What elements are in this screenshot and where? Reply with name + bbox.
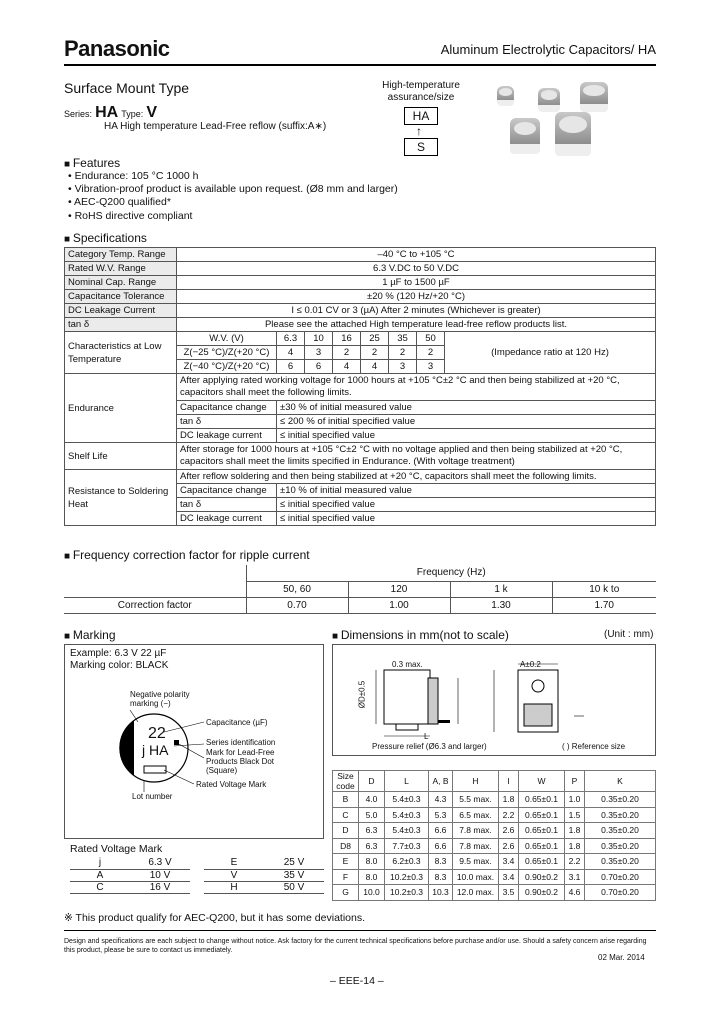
table-cell: 5.4±0.3 [385, 807, 429, 823]
table-row [333, 792, 656, 808]
table-cell: 5.5 max. [453, 792, 499, 808]
feature-item: • Endurance: 105 °C 1000 h [68, 170, 398, 183]
features-title: ■ Features [64, 156, 120, 170]
table-cell: 0.35±0.20 [585, 807, 656, 823]
date: 02 Mar. 2014 [598, 953, 645, 962]
l-label: L [424, 732, 429, 741]
assurance-box-ha: HA [404, 107, 438, 125]
table-cell: 6.2±0.3 [385, 854, 429, 870]
callout-voltage: Rated Voltage Mark [196, 780, 267, 789]
table-row: Characteristics at Low Temperature W.V. (V) 6.3 10 16 25 35 50 (Impedance ratio at 120 Hz) [65, 332, 656, 346]
series-line: Series: HA Type: V [64, 104, 157, 121]
table-row: Resistance to Soldering Heat After reflow soldering and then being stabilized at +20 °C, capacitors shall meet the following limits. [65, 470, 656, 484]
table-row: tan δ Please see the attached High temperature lead-free reflow products list. [65, 318, 656, 332]
table-cell: 6.6 [429, 838, 453, 854]
table-cell: 2.6 [499, 838, 519, 854]
table-cell: 1.0 [565, 792, 585, 808]
table-row: DC leakage current ≤ initial specified value [65, 512, 656, 526]
table-cell: 0.70±0.20 [585, 869, 656, 885]
dimensions-title: ■ Dimensions in mm(not to scale) [332, 628, 509, 642]
disclaimer: Design and specifications are each subject to change without notice. Ask factory for the current technical specifications before purchase and/or use. Should a safety concern arise regarding this product, please be sure to contact us immediately. [64, 938, 647, 954]
table-cell: 3.4 [499, 869, 519, 885]
table-cell: 3.4 [499, 854, 519, 870]
specifications-table [64, 247, 656, 526]
specifications-title: ■ Specifications [64, 231, 147, 245]
table-cell: 10.2±0.3 [385, 869, 429, 885]
table-cell: 1.8 [499, 792, 519, 808]
table-row [333, 838, 656, 854]
series-subline: HA High temperature Lead-Free reflow (suffix:A∗) [104, 121, 327, 132]
table-cell: 12.0 max. [453, 885, 499, 901]
table-cell: 5.4±0.3 [385, 792, 429, 808]
max-label: 0.3 max. [392, 660, 423, 669]
table-row: Capacitance change ±30 % of initial measured value [65, 401, 656, 415]
frequency-title: ■ Frequency correction factor for ripple current [64, 548, 310, 562]
callout-negative: Negative polarity marking (−) [130, 690, 190, 708]
table-cell: 0.70±0.20 [585, 885, 656, 901]
table-cell: 7.8 max. [453, 838, 499, 854]
feature-item: • AEC-Q200 qualified* [68, 196, 398, 209]
table-row [333, 885, 656, 901]
callout-lot: Lot number [132, 792, 173, 801]
table-cell: 8.3 [429, 854, 453, 870]
table-cell: 0.35±0.20 [585, 838, 656, 854]
capacitor-photo-small [497, 86, 514, 106]
table-row: Nominal Cap. Range 1 µF to 1500 µF [65, 276, 656, 290]
table-row: Frequency (Hz) [64, 565, 656, 581]
table-cell: 0.65±0.1 [519, 854, 565, 870]
table-cell: 0.35±0.20 [585, 792, 656, 808]
features-list [68, 170, 398, 223]
table-cell: 10.3 [429, 885, 453, 901]
table-row: A 10 V V 35 V [70, 869, 324, 881]
table-cell: D [333, 823, 359, 839]
rated-voltage-table [70, 857, 324, 894]
capacitor-photo-xl [510, 118, 540, 154]
assurance-label: High-temperature assurance/size [382, 80, 460, 103]
table-cell: F [333, 869, 359, 885]
pressure-relief-label: Pressure relief (Ø6.3 and larger) [372, 742, 487, 751]
rvm-title: Rated Voltage Mark [70, 843, 163, 855]
capacitor-photo-large [580, 82, 608, 112]
table-cell: 0.65±0.1 [519, 838, 565, 854]
table-cell: 5.0 [359, 807, 385, 823]
table-row [333, 869, 656, 885]
table-row: j 6.3 V E 25 V [70, 857, 324, 869]
table-cell: 2.2 [565, 854, 585, 870]
table-row: Rated W.V. Range 6.3 V.DC to 50 V.DC [65, 262, 656, 276]
dimensions-table [332, 770, 656, 901]
table-cell: 0.90±0.2 [519, 885, 565, 901]
table-row: DC Leakage Current I ≤ 0.01 CV or 3 (µA) After 2 minutes (Whichever is greater) [65, 304, 656, 318]
table-row: Z(−25 °C)/Z(+20 °C) 4 3 2 2 2 2 [65, 346, 656, 360]
frequency-table [64, 565, 656, 614]
table-cell: 1.8 [565, 823, 585, 839]
ac-label: A±0.2 [520, 660, 541, 669]
table-cell: 0.35±0.20 [585, 823, 656, 839]
document-title: Aluminum Electrolytic Capacitors/ HA [440, 42, 656, 57]
table-cell: 1.8 [565, 838, 585, 854]
table-row: Size code D L A, B H I W P K [333, 771, 656, 792]
brand-logo: Panasonic [64, 36, 170, 61]
table-cell: 3.1 [565, 869, 585, 885]
marking-example: Example: 6.3 V 22 µF [70, 648, 167, 659]
table-cell: C [333, 807, 359, 823]
unit-label: (Unit : mm) [604, 629, 654, 640]
table-row: tan δ ≤ 200 % of initial specified value [65, 415, 656, 429]
header-rule [64, 64, 656, 66]
table-cell: 0.65±0.1 [519, 807, 565, 823]
table-row [333, 807, 656, 823]
table-cell: 8.0 [359, 869, 385, 885]
table-cell: 2.6 [499, 823, 519, 839]
table-row: DC leakage current ≤ initial specified value [65, 429, 656, 443]
up-arrow-icon: ↑ [416, 124, 422, 138]
table-row: Endurance After applying rated working voltage for 1000 hours at +105 °C±2 °C and then being stabilized at +20 °C, capacitors shall meet the following limits. [65, 374, 656, 401]
callout-capacitance: Capacitance (µF) [206, 718, 268, 727]
callout-series: Series identification [206, 738, 276, 747]
table-row: Capacitance change ±10 % of initial measured value [65, 484, 656, 498]
table-cell: 7.7±0.3 [385, 838, 429, 854]
table-cell: 0.65±0.1 [519, 823, 565, 839]
table-cell: E [333, 854, 359, 870]
table-cell: B [333, 792, 359, 808]
capacitor-photo-medium [538, 88, 560, 112]
series-mark: j HA [142, 742, 169, 758]
table-cell: 8.0 [359, 854, 385, 870]
table-row: Z(−40 °C)/Z(+20 °C) 6 6 4 4 3 3 [65, 360, 656, 374]
type-line: Surface Mount Type [64, 80, 190, 96]
table-cell: 4.3 [429, 792, 453, 808]
footnote: ※ This product qualify for AEC-Q200, but it has some deviations. [64, 912, 366, 924]
feature-item: • Vibration-proof product is available upon request. (Ø8 mm and larger) [68, 183, 398, 196]
table-row [333, 854, 656, 870]
table-cell: 6.5 max. [453, 807, 499, 823]
capacitor-body-side [384, 670, 430, 724]
callout-lead-free: Mark for Lead-Free Products Black Dot (Square) [206, 748, 275, 775]
table-cell: 8.3 [429, 869, 453, 885]
table-row [333, 823, 656, 839]
capacitor-photo-xxl [555, 112, 591, 156]
footer-rule [64, 930, 656, 931]
table-cell: 6.3 [359, 838, 385, 854]
page-number: – EEE-14 – [330, 975, 384, 987]
table-cell: 2.2 [499, 807, 519, 823]
table-cell: 6.6 [429, 823, 453, 839]
assurance-box-s: S [404, 138, 438, 156]
marking-title: ■ Marking [64, 628, 116, 642]
reference-size-label: ( ) Reference size [562, 742, 626, 751]
table-cell: 4.6 [565, 885, 585, 901]
table-cell: 5.3 [429, 807, 453, 823]
feature-item: • RoHS directive compliant [68, 210, 398, 223]
lead-free-dot [174, 740, 179, 745]
table-row: tan δ ≤ initial specified value [65, 498, 656, 512]
table-cell: 1.5 [565, 807, 585, 823]
table-cell: 10.0 max. [453, 869, 499, 885]
table-cell: 6.3 [359, 823, 385, 839]
table-row: 50, 60 120 1 k 10 k to [64, 581, 656, 597]
capacitance-mark: 22 [148, 725, 166, 742]
table-cell: 9.5 max. [453, 854, 499, 870]
table-cell: 7.8 max. [453, 823, 499, 839]
table-row: Shelf Life After storage for 1000 hours at +105 °C±2 °C with no voltage applied and then being stabilized at +20 °C, capacitors shall meet the limits specified in Endurance. (With voltage treatment) [65, 443, 656, 470]
d-label: ØD±0.5 [357, 680, 367, 709]
negative-polarity-band [119, 720, 134, 776]
table-cell: 0.90±0.2 [519, 869, 565, 885]
table-cell: 0.35±0.20 [585, 854, 656, 870]
dimension-drawing [334, 656, 654, 752]
table-cell: 10.2±0.3 [385, 885, 429, 901]
voltage-mark-box [144, 766, 166, 773]
marking-color: Marking color: BLACK [70, 660, 169, 671]
table-cell: 0.65±0.1 [519, 792, 565, 808]
table-cell: 3.5 [499, 885, 519, 901]
table-cell: D8 [333, 838, 359, 854]
table-cell: G [333, 885, 359, 901]
table-cell: 10.0 [359, 885, 385, 901]
table-row: Capacitance Tolerance ±20 % (120 Hz/+20 °C) [65, 290, 656, 304]
table-row: C 16 V H 50 V [70, 881, 324, 893]
table-cell: 5.4±0.3 [385, 823, 429, 839]
table-row: Category Temp. Range –40 °C to +105 °C [65, 248, 656, 262]
table-cell: 4.0 [359, 792, 385, 808]
table-row: Correction factor 0.70 1.00 1.30 1.70 [64, 597, 656, 613]
